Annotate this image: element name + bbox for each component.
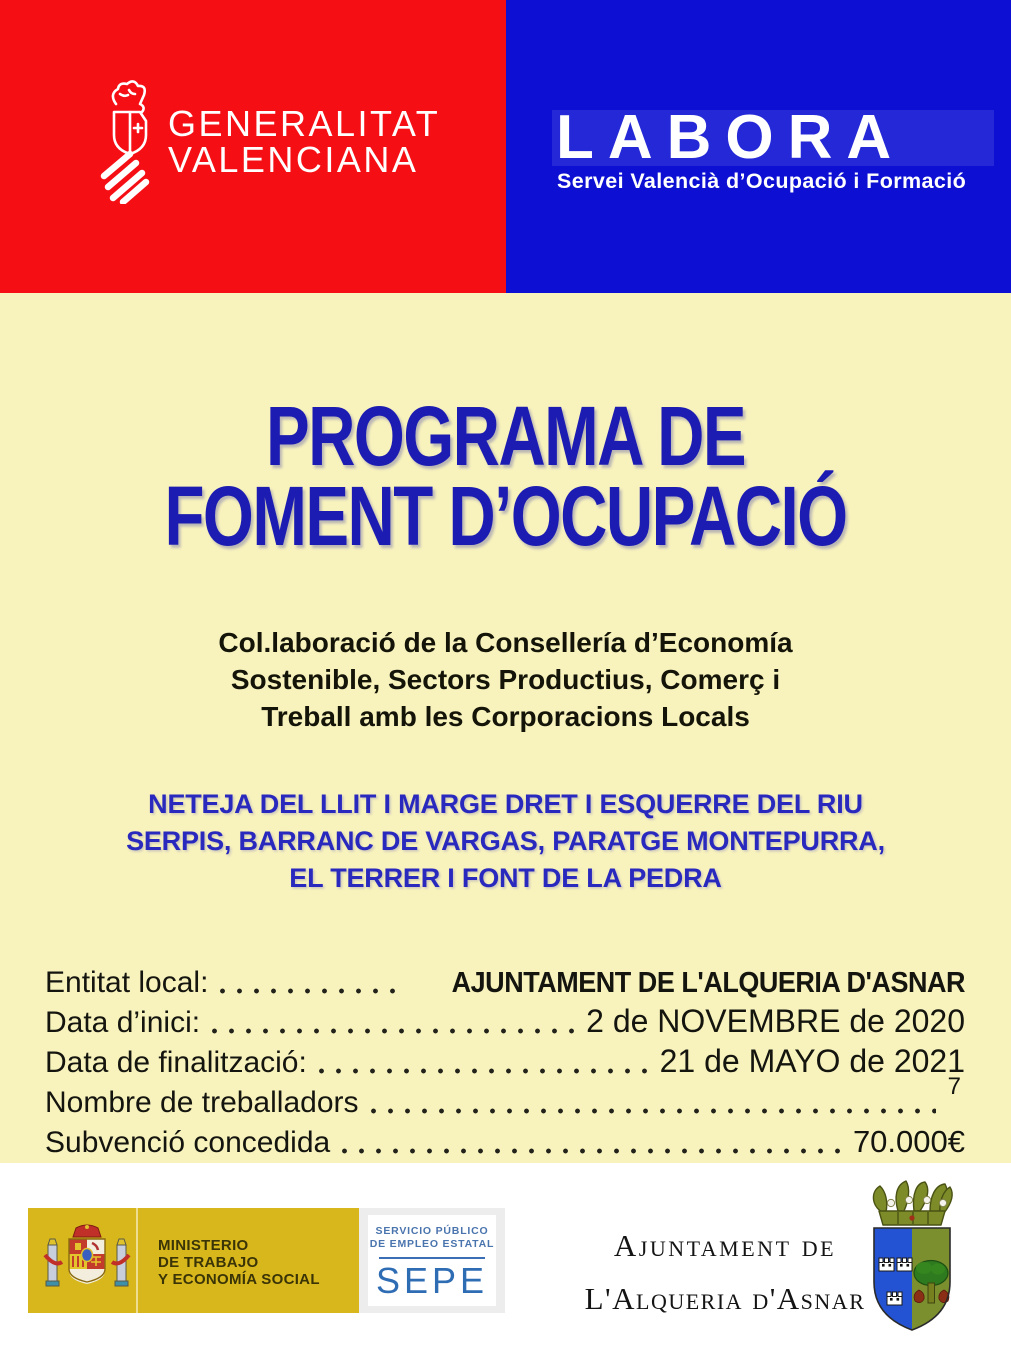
- dotted-leader: [220, 988, 401, 995]
- collaboration-paragraph: [0, 624, 1011, 735]
- page-title: [0, 389, 1011, 563]
- gva-shield-icon: [96, 80, 158, 204]
- sepe-rule: [379, 1257, 485, 1259]
- gva-line1: GENERALITAT: [168, 103, 441, 144]
- sepe-small-line: DE EMPLEO ESTATAL: [369, 1238, 495, 1250]
- detail-value: 2 de NOVEMBRE de 2020: [586, 1003, 965, 1039]
- detail-row-start-date: [45, 1000, 965, 1040]
- detail-label: Data d’inici:: [45, 1006, 201, 1039]
- ajuntament-line1: Ajuntament de: [613, 1228, 837, 1263]
- title-line1: PROGRAMA DE: [265, 389, 746, 483]
- alqueria-coat-of-arms-icon: [858, 1176, 968, 1338]
- project-line: NETEJA DEL LLIT I MARGE DRET I ESQUERRE DEL RIU: [148, 789, 863, 819]
- ajuntament-name: [575, 1228, 875, 1317]
- detail-row-end-date: [45, 1040, 965, 1080]
- dotted-leader: [319, 1068, 648, 1075]
- ministerio-divider: [136, 1208, 138, 1313]
- spain-coat-of-arms-icon: [42, 1217, 132, 1304]
- program-details-list: [45, 960, 965, 1160]
- sepe-logo: [359, 1208, 505, 1313]
- ministerio-name: [158, 1237, 320, 1288]
- project-description: [0, 786, 1011, 897]
- title-line2: FOMENT D’OCUPACIÓ: [164, 469, 847, 563]
- sepe-service-name: [368, 1225, 496, 1251]
- dotted-leader: [371, 1108, 936, 1115]
- detail-value: 21 de MAYO de 2021: [659, 1043, 965, 1079]
- detail-label: Entitat local:: [45, 966, 209, 999]
- detail-row-workers: [45, 1073, 965, 1120]
- detail-value: AJUNTAMENT DE L'ALQUERIA D'ASNAR: [451, 967, 965, 999]
- project-line: SERPIS, BARRANC DE VARGAS, PARATGE MONTEPURRA,: [126, 826, 885, 856]
- ajuntament-line2: L'Alqueria d'Asnar: [584, 1281, 866, 1316]
- collaboration-line: Treball amb les Corporacions Locals: [261, 701, 750, 732]
- project-line: EL TERRER I FONT DE LA PEDRA: [289, 863, 722, 893]
- detail-label: Nombre de treballadors: [45, 1086, 359, 1119]
- collaboration-line: Sostenible, Sectors Productius, Comerç i: [230, 664, 781, 695]
- detail-label: Subvenció concedida: [45, 1126, 331, 1159]
- sepe-wordmark: SEPE: [375, 1260, 489, 1301]
- collaboration-line: Col.laboració de la Consellería d’Economía: [218, 627, 793, 658]
- ministerio-line: Y ECONOMÍA SOCIAL: [158, 1271, 320, 1288]
- gva-line2: VALENCIANA: [168, 139, 419, 180]
- dotted-leader: [342, 1148, 841, 1155]
- labora-wordmark: LABORA: [556, 103, 906, 172]
- labora-subtitle: Servei Valencià d’Ocupació i Formació: [557, 169, 967, 193]
- gva-wordmark: [168, 103, 441, 180]
- detail-row-grant: [45, 1120, 965, 1160]
- detail-value: 7: [947, 1073, 961, 1100]
- detail-value: 70.000€: [852, 1124, 965, 1159]
- detail-label: Data de finalització:: [45, 1046, 307, 1079]
- ministerio-line: MINISTERIO: [158, 1237, 249, 1254]
- sepe-logo-box: [368, 1215, 496, 1306]
- ministerio-trabajo-logo: [28, 1208, 359, 1313]
- dotted-leader: [212, 1028, 574, 1035]
- sepe-small-line: SERVICIO PÚBLICO: [375, 1225, 489, 1237]
- generalitat-valenciana-header-block: [0, 0, 506, 293]
- detail-row-entity: [45, 960, 965, 1000]
- ministerio-line: DE TRABAJO: [158, 1254, 259, 1271]
